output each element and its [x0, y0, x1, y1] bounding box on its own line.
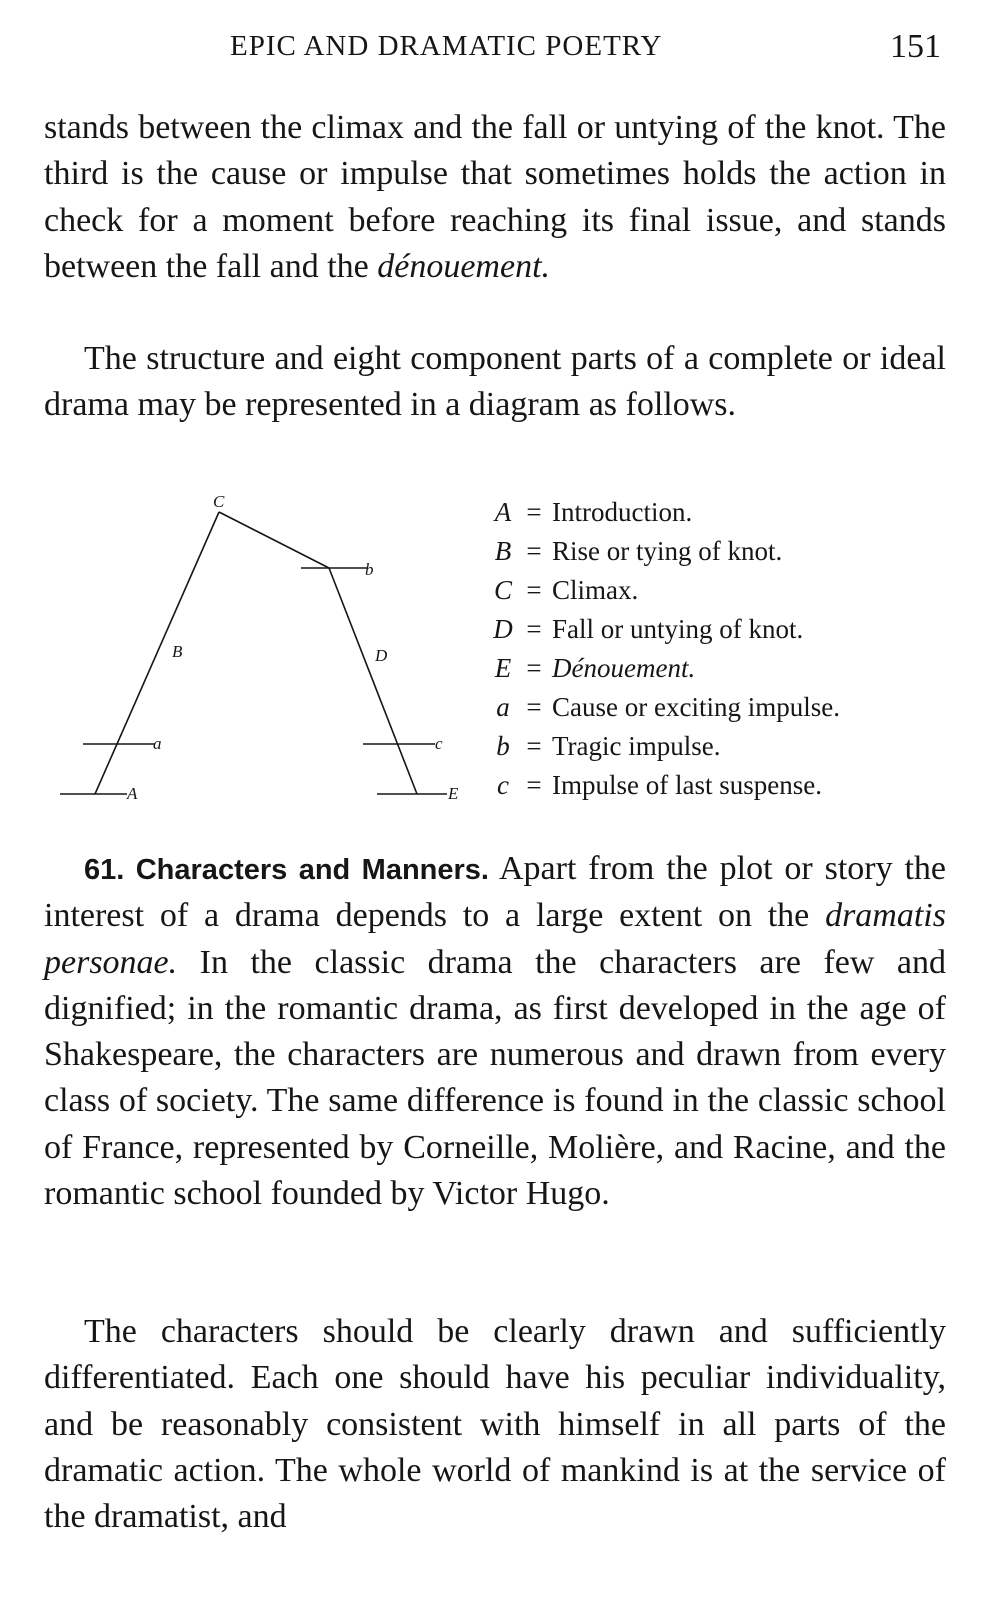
legend-equals: =	[526, 497, 542, 527]
legend-row	[490, 610, 960, 649]
legend-row	[490, 688, 960, 727]
legend-definition: Fall or untying of knot.	[552, 614, 804, 644]
legend-definition: Introduction.	[552, 497, 693, 527]
legend-letter: C	[493, 575, 512, 605]
legend-row	[490, 532, 960, 571]
diagram-label-b: b	[365, 560, 374, 579]
section-61-characters-and-manners	[44, 846, 946, 1217]
diagram-line-climax	[219, 512, 329, 568]
text-run: The characters should be clearly drawn and sufficiently differentiated. Each one should have his peculiar individuality, and be reasonably consistent with himself in all parts of the dramatic action. The whole world of mankind is at the service of the dramatist, and	[44, 1313, 946, 1536]
legend-equals: =	[526, 614, 542, 644]
legend-definition: Dénouement.	[552, 653, 696, 683]
paragraph-knot-continuation	[44, 105, 946, 290]
diagram-label-B: B	[172, 642, 183, 661]
legend-row	[490, 571, 960, 610]
section-heading: 61. Characters and Manners.	[84, 854, 489, 886]
legend-definition: Rise or tying of knot.	[552, 536, 783, 566]
legend-row	[490, 766, 960, 805]
legend-equals: =	[526, 692, 542, 722]
legend-letter: E	[494, 653, 512, 683]
running-title: EPIC AND DRAMATIC POETRY	[230, 30, 663, 62]
legend-equals: =	[526, 731, 542, 761]
diagram-label-D: D	[375, 646, 388, 665]
text-run: The structure and eight component parts of a complete or ideal drama may be represented in a diagram as follows.	[44, 340, 946, 424]
legend-definition: Tragic impulse.	[552, 731, 721, 761]
legend-row	[490, 493, 960, 532]
text-run: Apart from the plot or story the interest of a drama depends to a large extent on the	[44, 850, 946, 935]
page-number: 151	[890, 28, 941, 65]
legend-equals: =	[526, 770, 542, 800]
legend-row	[490, 727, 960, 766]
diagram-label-C: C	[213, 492, 225, 511]
paragraph-diagram-intro	[44, 336, 946, 429]
legend-letter: a	[496, 692, 510, 722]
legend-definition: Cause or exciting impulse.	[552, 692, 840, 722]
legend-equals: =	[526, 653, 542, 683]
text-run: In the classic drama the characters are few and dignified; in the romantic drama, as first developed in the age of Shakespeare, the characters are numerous and drawn from every class of society. The same difference is found in the classic school of France, represented by Corneille, Molière, and Racine, and the romantic school founded by Victor Hugo.	[44, 943, 946, 1213]
running-head	[0, 28, 1000, 68]
italic-run: dénouement.	[377, 247, 551, 285]
paragraph-characters-drawn	[44, 1309, 946, 1540]
diagram-label-c: c	[435, 734, 443, 753]
text-run: stands between the climax and the fall or untying of the knot. The third is the cause or impulse that sometimes holds the action in check for a moment before reaching its final issue, and stands between the fall and the	[44, 109, 946, 285]
diagram-label-A: A	[127, 784, 138, 803]
italic-run: dramatis personae.	[44, 897, 946, 981]
diagram-label-E: E	[448, 784, 459, 803]
legend-definition: Climax.	[552, 575, 639, 605]
diagram-label-a: a	[153, 734, 162, 753]
legend-letter: b	[496, 731, 510, 761]
legend-letter: B	[494, 536, 512, 566]
legend-letter: c	[497, 770, 509, 800]
drama-structure-diagram	[55, 490, 475, 810]
legend-definition: Impulse of last suspense.	[552, 770, 822, 800]
diagram-line-fall	[329, 568, 417, 794]
legend-letter: A	[494, 497, 512, 527]
legend-letter: D	[493, 614, 513, 644]
diagram-legend	[490, 493, 960, 805]
legend-equals: =	[526, 536, 542, 566]
legend-equals: =	[526, 575, 542, 605]
legend-row	[490, 649, 960, 688]
